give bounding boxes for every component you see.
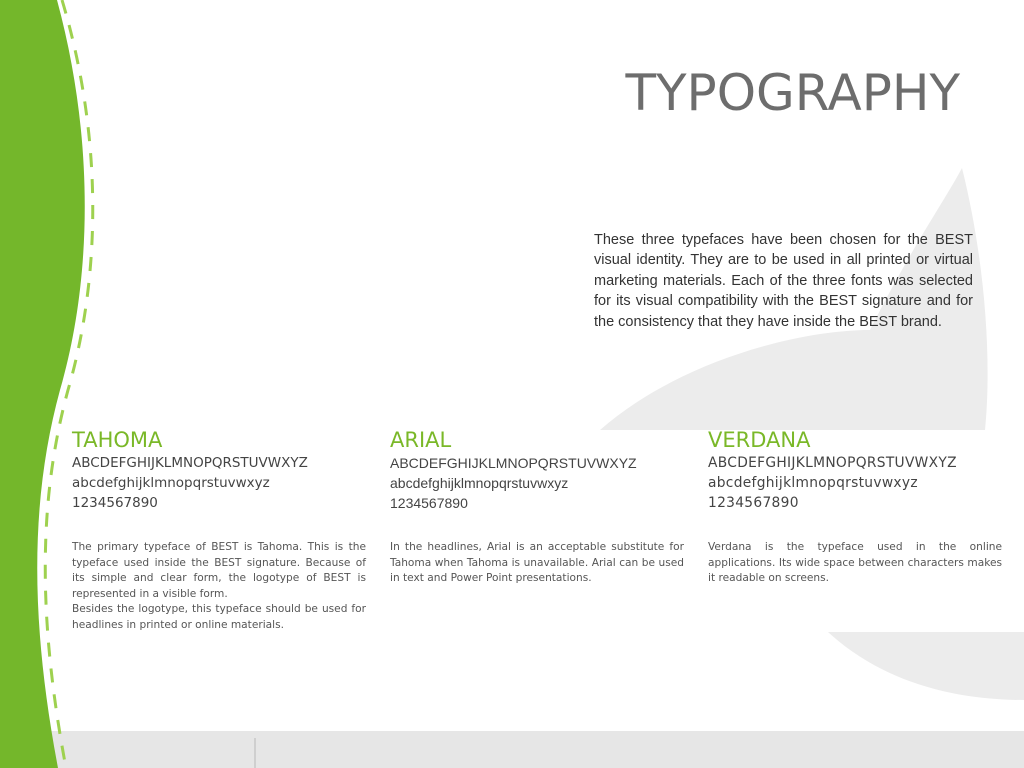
uppercase-sample: ABCDEFGHIJKLMNOPQRSTUVWXYZ (390, 455, 637, 471)
arial-description (390, 540, 684, 587)
font-name: VERDANA (708, 428, 811, 452)
lowercase-sample: abcdefghijklmnopqrstuvwxyz (390, 475, 569, 491)
verdana-description (708, 540, 1002, 587)
uppercase-sample: ABCDEFGHIJKLMNOPQRSTUVWXYZ (72, 455, 308, 471)
footer-band (0, 731, 1024, 768)
description-paragraph: In the headlines, Arial is an acceptable substitute for Tahoma when Tahoma is unavailable. Arial can be used in text and Power Point presentations. (390, 541, 684, 585)
description-paragraph: The primary typeface of BEST is Tahoma. This is the typeface used inside the BEST signature. Because of its simple and clear form, the logotype of BEST is represented in a visible form. (72, 541, 366, 600)
tahoma-description (72, 540, 366, 634)
intro-paragraph: These three typefaces have been chosen for the BEST visual identity. They are to be used in all printed or virtual marketing materials. Each of the three fonts was selected for its visual compatibility with the BEST signature and for the consistency that they have inside the BEST brand. (594, 232, 973, 330)
description-paragraph: Besides the logotype, this typeface should be used for headlines in printed or online materials. (72, 603, 366, 631)
digits-sample: 1234567890 (708, 495, 799, 511)
green-swoosh (0, 0, 85, 768)
lowercase-sample: abcdefghijklmnopqrstuvwxyz (72, 475, 270, 491)
font-card-arial (390, 427, 690, 513)
font-card-tahoma (72, 427, 372, 513)
description-paragraph: Verdana is the typeface used in the online applications. Its wide space between characters makes it readable on screens. (708, 541, 1002, 585)
font-card-verdana (708, 427, 1008, 513)
watermark-wing-bottom (828, 632, 1024, 700)
uppercase-sample: ABCDEFGHIJKLMNOPQRSTUVWXYZ (708, 455, 957, 471)
digits-sample: 1234567890 (72, 495, 158, 511)
font-name: ARIAL (390, 428, 452, 452)
font-name: TAHOMA (72, 428, 163, 452)
lowercase-sample: abcdefghijklmnopqrstuvwxyz (708, 475, 918, 491)
page-title: TYPOGRAPHY (625, 64, 960, 122)
digits-sample: 1234567890 (390, 495, 468, 511)
